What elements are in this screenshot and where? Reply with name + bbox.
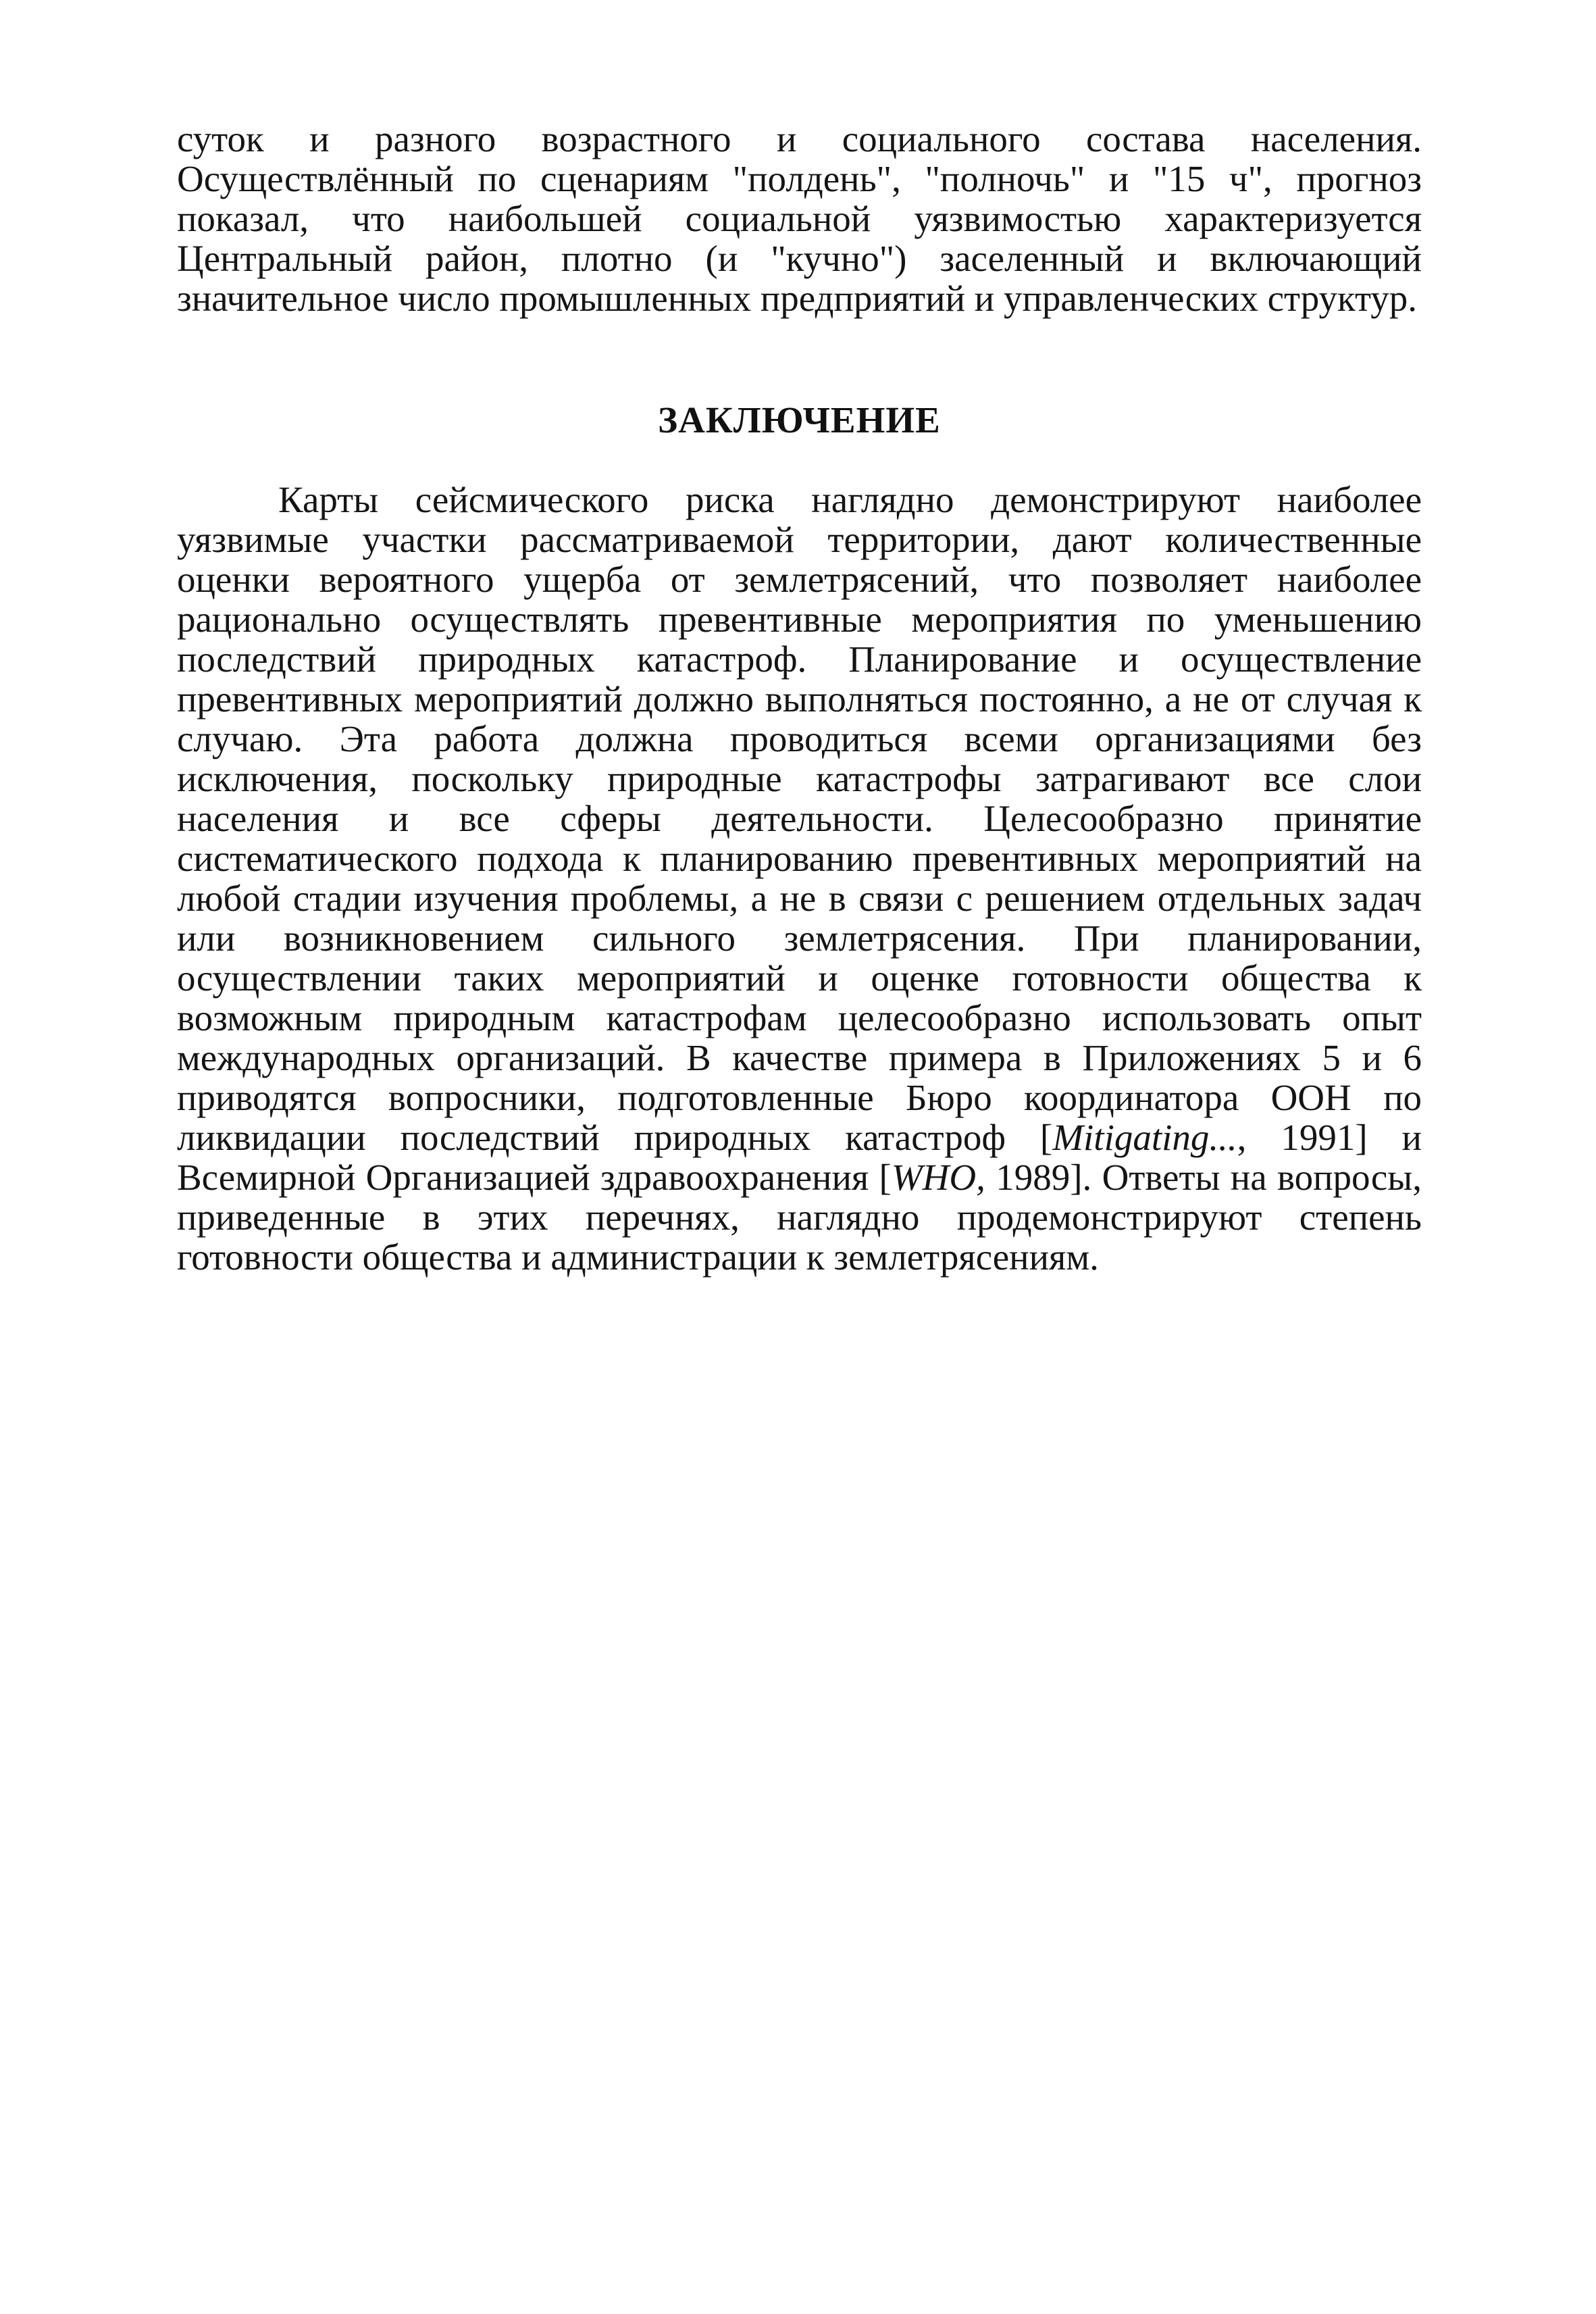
- reference-mitigating: Mitigating...: [1052, 1117, 1237, 1158]
- conclusion-text-part3: 1989]. Ответы на вопросы, приведенные в этих перечнях, наглядно продемонстрируют степень готовности общества и администрации к землетрясениям.: [177, 1157, 1422, 1278]
- intro-paragraph: суток и разного возрастного и социального состава населения. Осуществлённый по сценариям "полдень", "полночь" и "15 ч", прогноз показал, что наибольшей социальной уязвимостью характеризуется Центральный район, плотно (и "кучно") заселенный и включающий значительное число промышленных предприятий и управленческих структур.: [177, 118, 1422, 319]
- conclusion-text-part1: Карты сейсмического риска наглядно демонстрируют наиболее уязвимые участки рассматриваемой территории, дают количественные оценки вероятного ущерба от землетрясений, что позволяет наиболее рационально осуществлять превентивные мероприятия по уменьшению последствий природных катастроф. Планирование и осуществление превентивных мероприятий должно выполняться постоянно, а не от случая к случаю. Эта работа должна проводиться всеми организациями без исключения, поскольку природные катастрофы затрагивают все слои населения и все сферы деятельности. Целесообразно принятие систематического подхода к планированию превентивных мероприятий на любой стадии изучения проблемы, а не в связи с решением отдельных задач или возникновением сильного землетрясения. При планировании, осуществлении таких мероприятий и оценке готовности общества к возможным природным катастрофам целесообразно использовать опыт международных организаций. В качестве примера в Приложениях 5 и 6 приводятся вопросники, подготовленные Бюро координатора ООН по ликвидации последствий природных катастроф [: [177, 479, 1422, 1158]
- section-heading: ЗАКЛЮЧЕНИЕ: [658, 399, 941, 441]
- conclusion-paragraph: [177, 480, 1422, 1277]
- reference-who: WHO,: [891, 1157, 985, 1198]
- conclusion-text-part2: , 1991] и Всемирной Организацией здравоохранения [: [177, 1117, 1422, 1198]
